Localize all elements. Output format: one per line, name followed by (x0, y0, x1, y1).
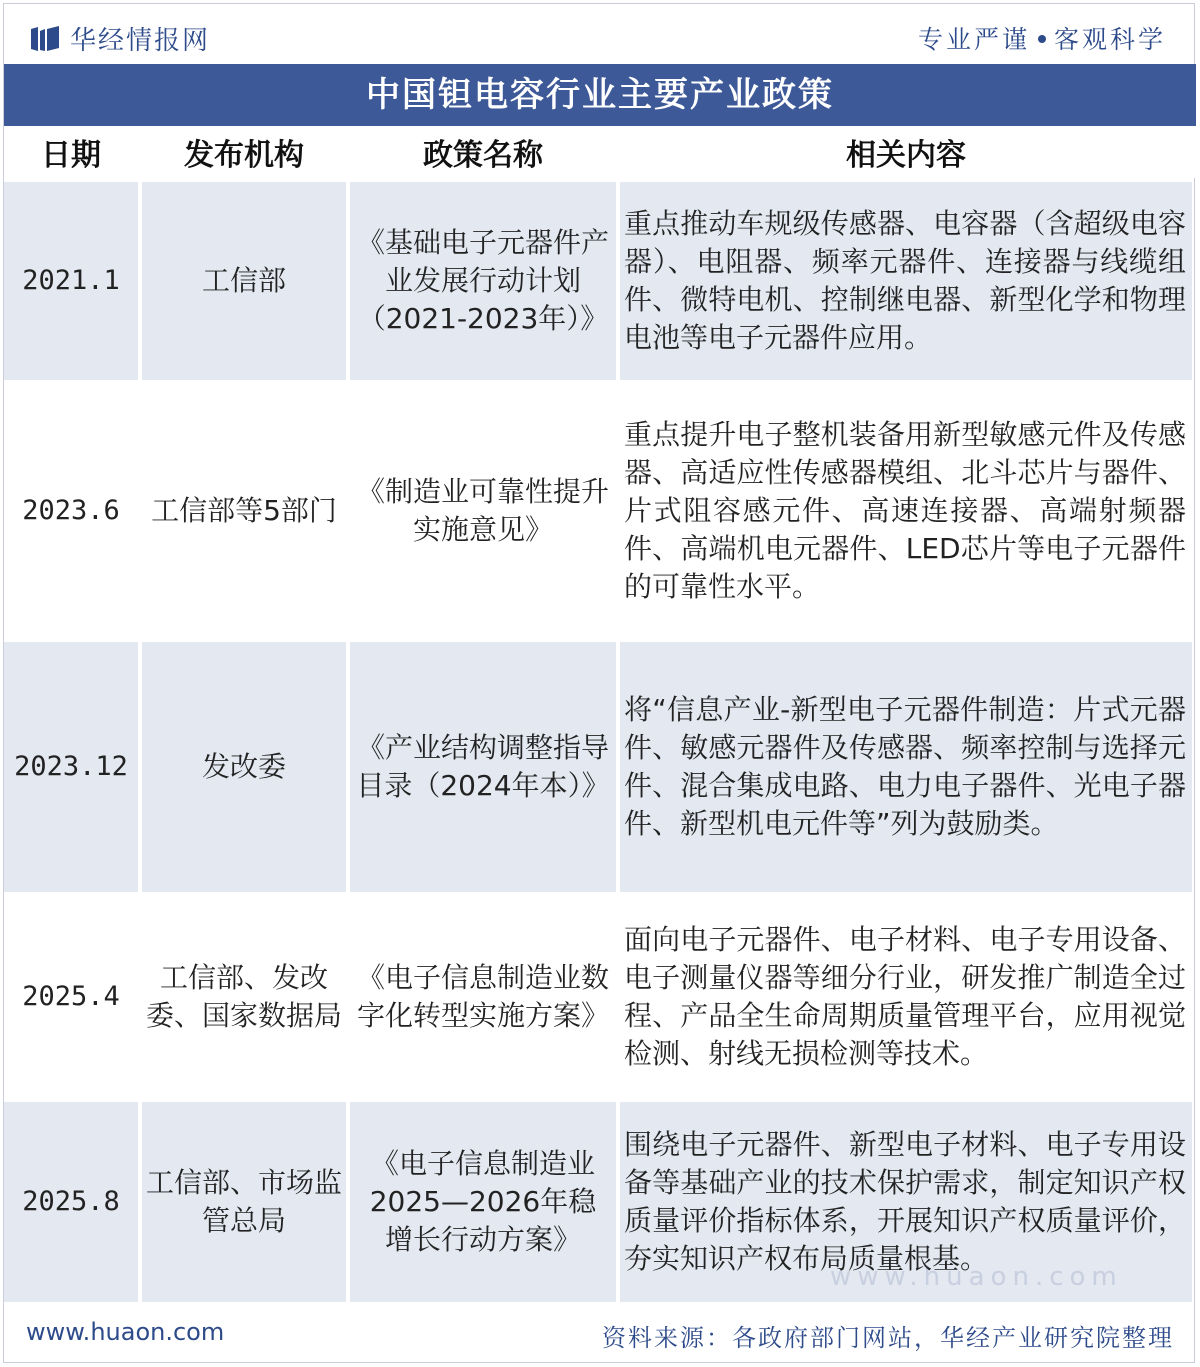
policy-table (4, 126, 1196, 1302)
cell-date: 2025.4 (4, 896, 138, 1098)
cell-agency: 工信部、发改委、国家数据局 (142, 896, 346, 1098)
header-policy: 政策名称 (423, 138, 543, 173)
cell-date: 2023.12 (4, 642, 138, 892)
brand-name: 华经情报网 (70, 26, 211, 56)
cell-content: 将“信息产业-新型电子元器件制造：片式元器件、敏感元器件及传感器、频率控制与选择元件、混合集成电路、电力电子器件、光电子器件、新型机电元件等”列为鼓励类。 (620, 642, 1192, 892)
page-title: 中国钽电容行业主要产业政策 (4, 64, 1196, 126)
cell-policy: 《电子信息制造业2025—2026年稳增长行动方案》 (350, 1102, 616, 1302)
site-url[interactable]: www.huaon.com (26, 1318, 225, 1346)
cell-agency: 发改委 (142, 642, 346, 892)
brand-logo (30, 20, 210, 57)
table-row (4, 384, 1196, 638)
cell-policy: 《产业结构调整指导目录（2024年本）》 (350, 642, 616, 892)
cell-date: 2023.6 (4, 384, 138, 638)
table-row (4, 182, 1196, 380)
source-note: 资料来源：各政府部门网站，华经产业研究院整理 (602, 1324, 1174, 1352)
slogan-right: 客观科学 (1053, 25, 1166, 54)
cell-policy: 《电子信息制造业数字化转型实施方案》 (350, 896, 616, 1098)
header-date: 日期 (41, 138, 101, 173)
footer (4, 1308, 1196, 1363)
slogan-left: 专业严谨 (917, 25, 1030, 54)
table-row (4, 896, 1196, 1098)
header-agency: 发布机构 (184, 138, 304, 173)
cell-content: 重点提升电子整机装备用新型敏感元件及传感器、高适应性传感器模组、北斗芯片与器件、片式阻容感元件、高速连接器、高端射频器件、高端机电元器件、LED芯片等电子元器件的可靠性水平。 (620, 384, 1192, 638)
table-row (4, 642, 1196, 892)
book-logo-icon (30, 26, 60, 52)
cell-date: 2025.8 (4, 1102, 138, 1302)
cell-policy: 《基础电子元器件产业发展行动计划（2021-2023年）》 (350, 182, 616, 380)
cell-date: 2021.1 (4, 182, 138, 380)
cell-agency: 工信部 (142, 182, 346, 380)
cell-content: 围绕电子元器件、新型电子材料、电子专用设备等基础产业的技术保护需求，制定知识产权质量评价指标体系，开展知识产权质量评价，夯实知识产权布局质量根基。 (620, 1102, 1192, 1302)
header-content: 相关内容 (846, 138, 966, 173)
top-bar (0, 0, 1200, 64)
bullet-dot-icon (1038, 35, 1046, 43)
cell-content: 面向电子元器件、电子材料、电子专用设备、电子测量仪器等细分行业，研发推广制造全过程、产品全生命周期质量管理平台，应用视觉检测、射线无损检测等技术。 (620, 896, 1192, 1098)
cell-agency: 工信部、市场监管总局 (142, 1102, 346, 1302)
slogan (918, 20, 1166, 56)
cell-agency: 工信部等5部门 (142, 384, 346, 638)
cell-policy: 《制造业可靠性提升实施意见》 (350, 384, 616, 638)
cell-content: 重点推动车规级传感器、电容器（含超级电容器）、电阻器、频率元器件、连接器与线缆组件、微特电机、控制继电器、新型化学和物理电池等电子元器件应用。 (620, 182, 1192, 380)
table-header (4, 126, 1196, 178)
watermark: www.huaon.com (830, 1262, 1123, 1292)
